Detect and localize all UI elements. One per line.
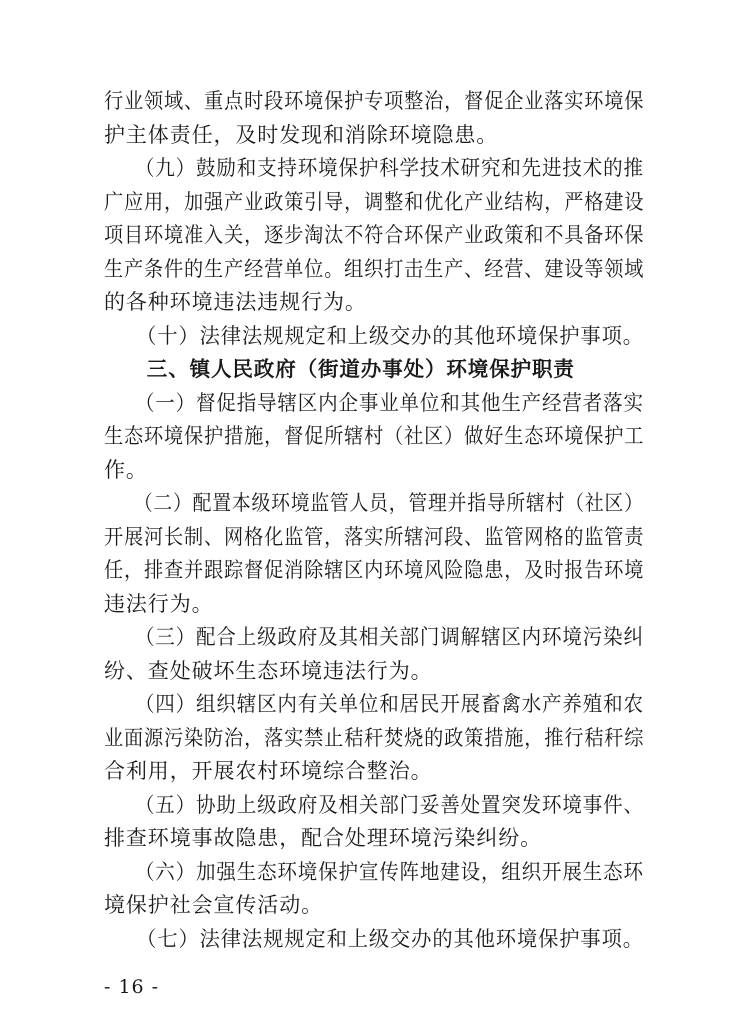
page-number: - 16 -: [104, 975, 160, 998]
text-line: （五）协助上级政府及相关部门妥善处置突发环境事件、: [104, 792, 644, 817]
text-line: （三）配合上级政府及其相关部门调解辖区内环境污染纠: [104, 625, 644, 649]
text-line: 生态环境保护措施，督促所辖村（社区）做好生态环境保护工: [104, 424, 645, 448]
text-line: 任，排查并跟踪督促消除辖区内环境风险隐患，及时报告环境: [104, 558, 645, 582]
text-line: 广应用，加强产业政策引导，调整和优化产业结构，严格建设: [104, 189, 645, 214]
text-line: 违法行为。: [104, 591, 214, 616]
text-line: （四）组织辖区内有关单位和居民开展畜禽水产养殖和农: [104, 692, 644, 716]
text-line: 项目环境准入关，逐步淘汰不符合环保产业政策和不具备环保: [104, 223, 645, 247]
text-line: 合利用，开展农村环境综合整治。: [104, 759, 433, 783]
text-line: （十）法律法规规定和上级交办的其他环境保护事项。: [104, 323, 644, 348]
text-line: 作。: [104, 457, 148, 482]
text-line: 开展河长制、网格化监管，落实所辖河段、监管网格的监管责: [104, 524, 645, 549]
text-line: （一）督促指导辖区内企事业单位和其他生产经营者落实: [104, 390, 644, 415]
text-line: 纷、查处破坏生态环境违法行为。: [104, 658, 433, 683]
text-line: 排查环境事故隐患，配合处理环境污染纠纷。: [104, 826, 542, 850]
text-line: （二）配置本级环境监管人员，管理并指导所辖村（社区）: [104, 491, 644, 515]
text-line: 境保护社会宣传活动。: [104, 893, 323, 917]
text-line: 行业领域、重点时段环境保护专项整治，督促企业落实环境保: [104, 89, 645, 113]
text-line: 护主体责任，及时发现和消除环境隐患。: [104, 122, 499, 147]
text-line: （七）法律法规规定和上级交办的其他环境保护事项。: [104, 926, 644, 951]
text-line: 业面源污染防治，落实禁止秸秆焚烧的政策措施，推行秸秆综: [104, 725, 645, 750]
text-line: （六）加强生态环境保护宣传阵地建设，组织开展生态环: [104, 859, 644, 884]
text-line: （九）鼓励和支持环境保护科学技术研究和先进技术的推: [104, 156, 644, 180]
text-line: 生产条件的生产经营单位。组织打击生产、经营、建设等领域: [104, 256, 645, 281]
section-heading: 三、镇人民政府（街道办事处）环境保护职责: [104, 357, 575, 381]
text-line: 的各种环境违法违规行为。: [104, 290, 367, 314]
